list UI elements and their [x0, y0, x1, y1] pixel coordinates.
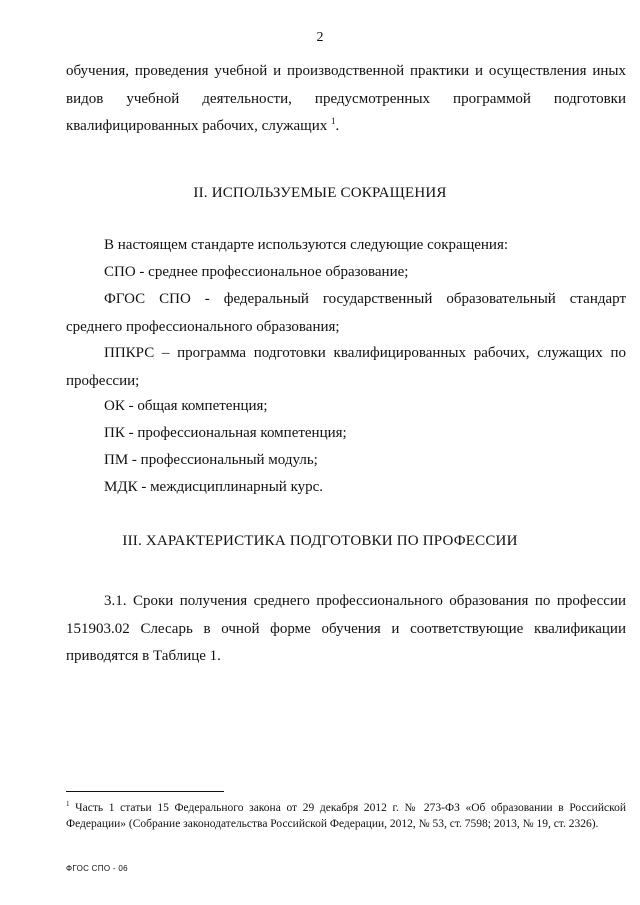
footnote-text: Часть 1 статьи 15 Федерального закона от 29 декабря 2012 г. № 273-ФЗ «Об образовании в Российской Федерации» (Собрание законодательства Российской Федерации, 2012, № 53, ст. 7598; 2013, № 19, ст. 2326).: [66, 802, 626, 830]
footnote-divider: [66, 791, 224, 792]
abbr-pk: ПК - профессиональная компетенция;: [104, 425, 347, 441]
abbr-ppkrs-line-2: профессии;: [66, 372, 140, 389]
abbreviations-lead: В настоящем стандарте используются следующие сокращения:: [104, 237, 509, 253]
footnote: [66, 800, 626, 832]
section-3-heading: III. ХАРАКТЕРИСТИКА ПОДГОТОВКИ ПО ПРОФЕССИИ: [122, 533, 518, 549]
page-number: 2: [316, 30, 324, 45]
intro-line-3-end: .: [335, 118, 340, 134]
abbr-fgos-line-1: ФГОС СПО - федеральный государственный образовательный стандарт: [104, 291, 626, 307]
section-3-line-2: 151903.02 Слесарь в очной форме обучения и соответствующие квалификации: [66, 620, 626, 637]
footnote-reference[interactable]: 1: [330, 116, 336, 126]
abbr-spo: СПО - среднее профессиональное образование;: [104, 264, 409, 280]
footnote-number: 1: [66, 800, 70, 809]
abbr-fgos-line-2: среднего профессионального образования;: [66, 318, 340, 335]
abbr-ppkrs-line-1: ППКРС – программа подготовки квалифицированных рабочих, служащих по: [104, 345, 626, 361]
section-2-heading: II. ИСПОЛЬЗУЕМЫЕ СОКРАЩЕНИЯ: [193, 185, 447, 201]
abbr-fgos: [66, 286, 626, 341]
section-3-line-1: 3.1. Сроки получения среднего профессионального образования по профессии: [104, 593, 626, 609]
abbr-mdk: МДК - междисциплинарный курс.: [104, 479, 324, 495]
section-3-paragraph: [66, 588, 626, 671]
intro-line-3: [66, 113, 626, 141]
intro-paragraph: [66, 58, 626, 141]
intro-line-1: обучения, проведения учебной и производственной практики и осуществления иных: [66, 63, 626, 79]
document-code: ФГОС СПО - 06: [66, 864, 128, 873]
intro-line-3-text: квалифицированных рабочих, служащих: [66, 118, 328, 134]
abbr-ok: ОК - общая компетенция;: [104, 398, 268, 414]
abbr-ppkrs: [66, 340, 626, 395]
intro-line-2: видов учебной деятельности, предусмотренных программой подготовки: [66, 90, 626, 107]
section-3-line-3: приводятся в Таблице 1.: [66, 648, 221, 664]
abbr-pm: ПМ - профессиональный модуль;: [104, 452, 318, 468]
